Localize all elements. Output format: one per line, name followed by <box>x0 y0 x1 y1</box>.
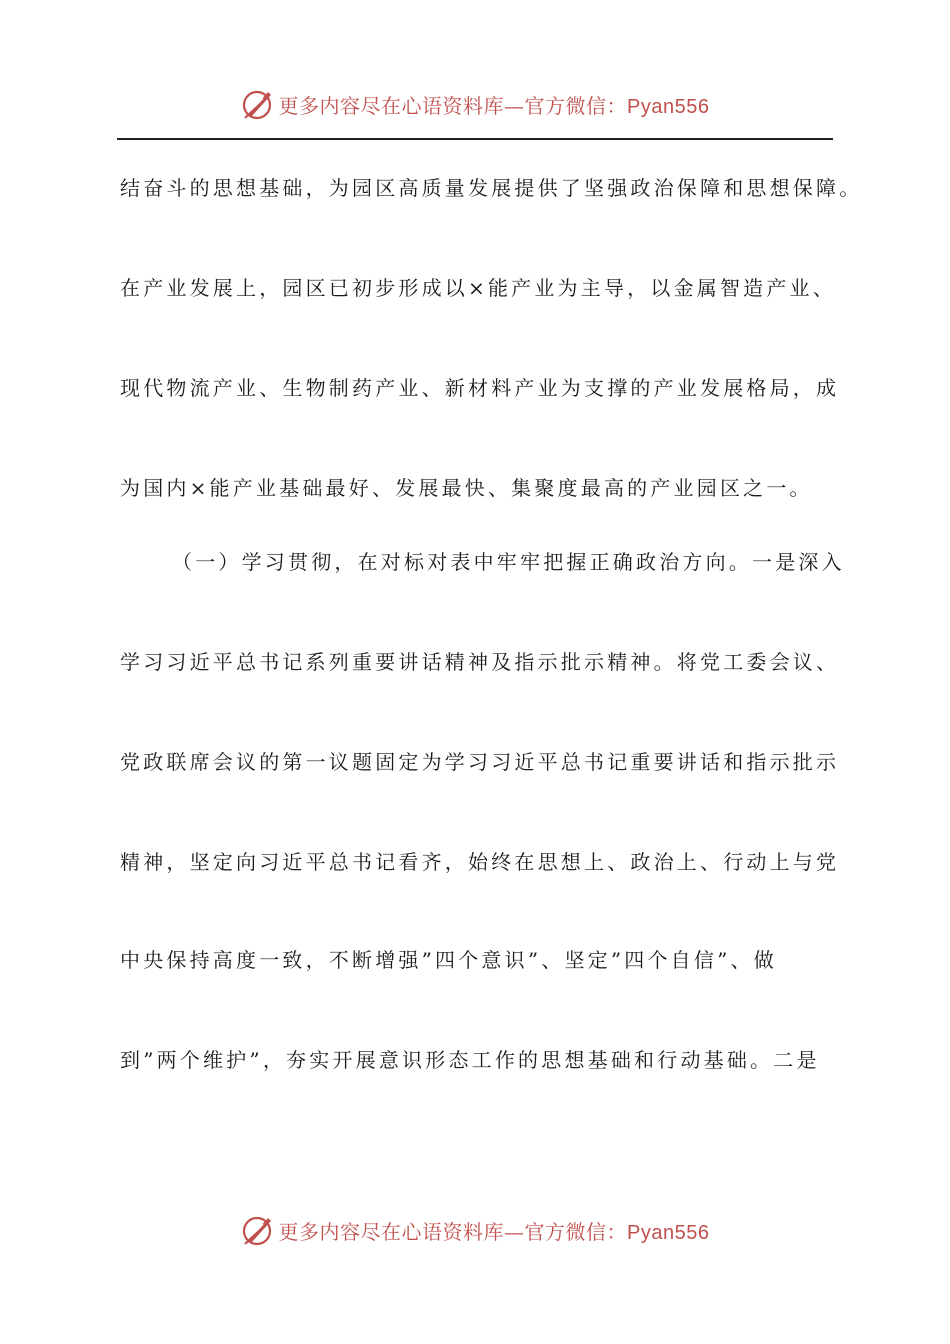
quill-pen-logo-icon <box>241 1213 275 1247</box>
footer-wechat-label: 官方微信： <box>524 1219 628 1244</box>
header-banner-text <box>279 90 710 119</box>
footer-banner <box>0 1208 950 1252</box>
body-line-2: 在产业发展上，园区已初步形成以×能产业为主导，以金属智造产业、 <box>120 276 836 300</box>
body-line-1: 结奋斗的思想基础，为园区高质量发展提供了坚强政治保障和思想保障。 <box>120 176 863 200</box>
header-banner <box>0 82 950 126</box>
footer-banner-dash: — <box>504 1219 525 1244</box>
header-wechat-id: Pyan556 <box>627 95 710 118</box>
header-wechat-label: 官方微信： <box>524 93 628 118</box>
body-line-5: （一）学习贯彻，在对标对表中牢牢把握正确政治方向。一是深入 <box>172 550 845 574</box>
footer-banner-title: 更多内容尽在心语资料库 <box>278 1219 505 1244</box>
body-line-10: 到”两个维护”，夯实开展意识形态工作的思想基础和行动基础。二是 <box>120 1048 820 1072</box>
header-divider <box>117 138 833 140</box>
footer-wechat-id: Pyan556 <box>627 1221 710 1244</box>
body-line-6: 学习习近平总书记系列重要讲话精神及指示批示精神。将党工委会议、 <box>120 650 840 674</box>
header-banner-dash: — <box>504 93 525 118</box>
header-banner-title: 更多内容尽在心语资料库 <box>278 93 505 118</box>
quill-pen-logo-icon <box>241 87 275 121</box>
body-line-3: 现代物流产业、生物制药产业、新材料产业为支撑的产业发展格局，成 <box>120 376 840 400</box>
body-line-8: 精神，坚定向习近平总书记看齐，始终在思想上、政治上、行动上与党 <box>120 850 840 874</box>
body-line-9: 中央保持高度一致，不断增强”四个意识”、坚定”四个自信”、做 <box>120 948 777 972</box>
body-line-7: 党政联席会议的第一议题固定为学习习近平总书记重要讲话和指示批示 <box>120 750 840 774</box>
footer-banner-text <box>279 1216 710 1245</box>
body-line-4: 为国内×能产业基础最好、发展最快、集聚度最高的产业园区之一。 <box>120 476 813 500</box>
